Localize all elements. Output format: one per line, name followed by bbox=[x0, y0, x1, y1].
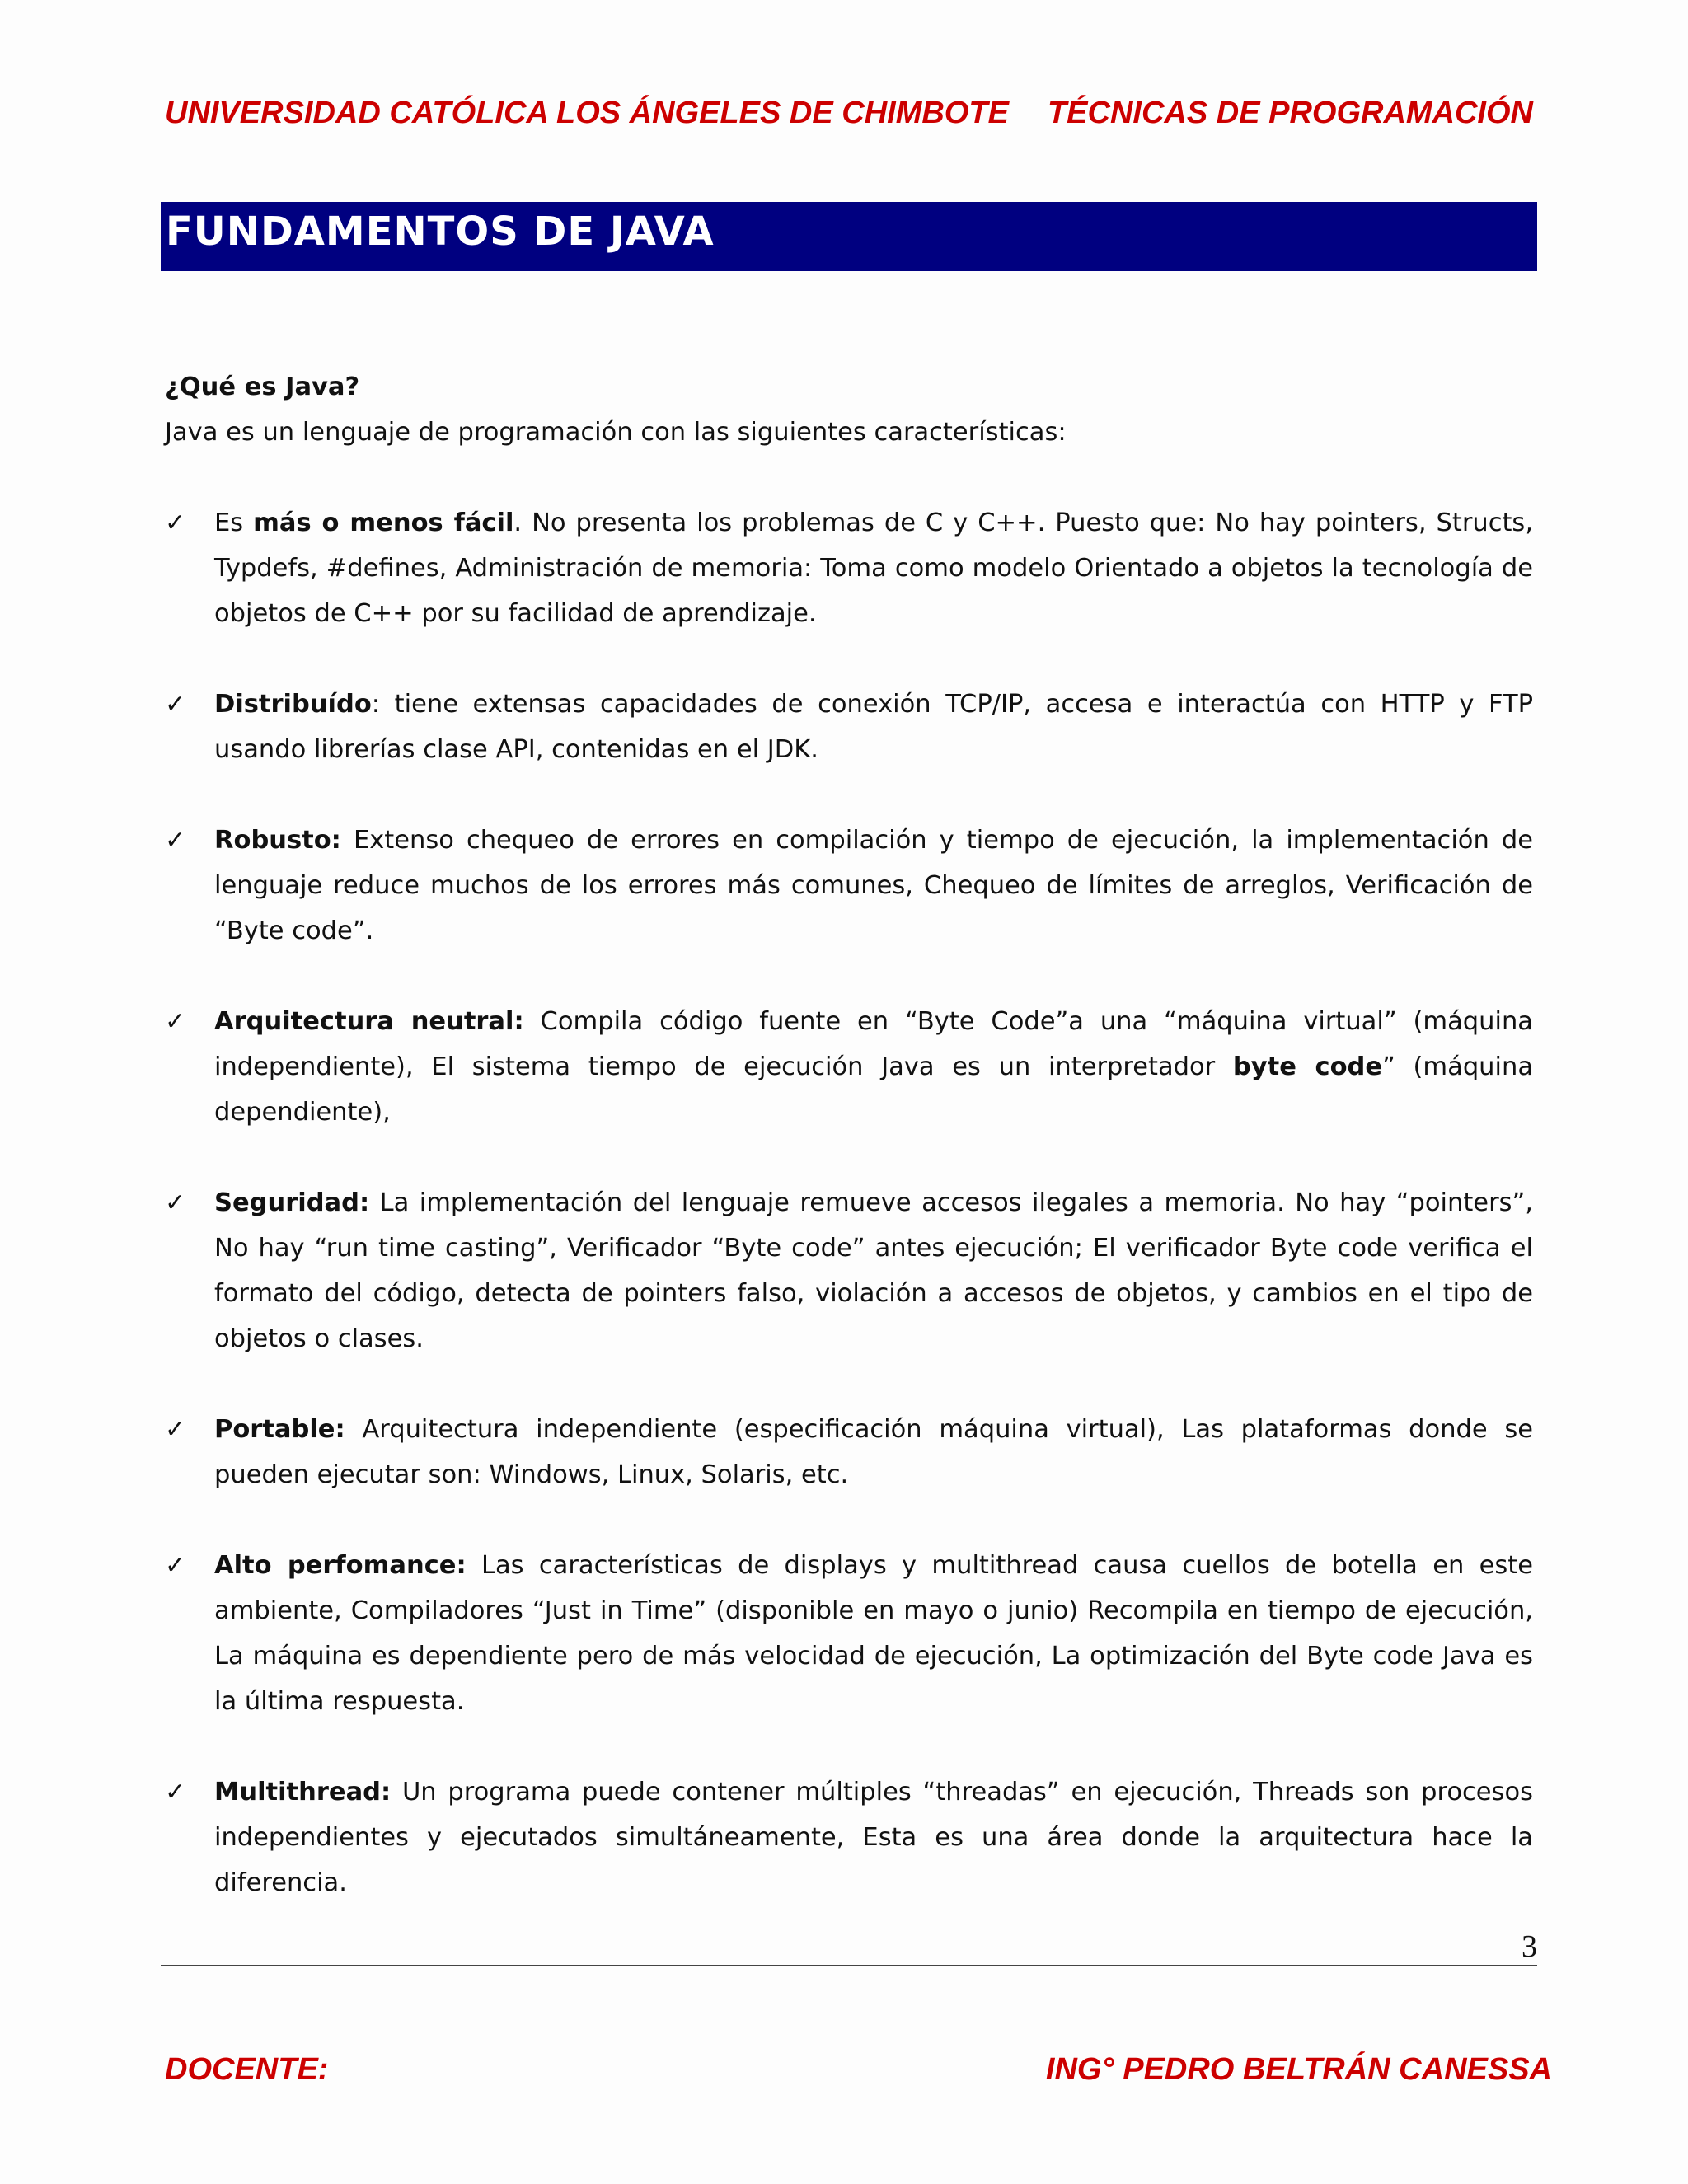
item-term: más o menos fácil bbox=[253, 509, 514, 537]
item-term: Portable: bbox=[214, 1415, 345, 1444]
item-text-end: ” (máquina dependiente), bbox=[214, 1052, 1534, 1127]
check-icon: ✓ bbox=[165, 1007, 186, 1036]
check-icon: ✓ bbox=[165, 826, 186, 855]
item-text: Compila código fuente en “Byte Code”a una “máquina virtual” (máquina independiente), El sistema tiempo de ejecución Java es un interpretador bbox=[214, 1007, 1533, 1081]
list-item bbox=[165, 1407, 1533, 1497]
page-title: FUNDAMENTOS DE JAVA bbox=[166, 209, 715, 255]
title-bar bbox=[161, 202, 1537, 271]
item-term: Seguridad: bbox=[214, 1188, 370, 1217]
list-item bbox=[165, 1769, 1533, 1905]
check-icon: ✓ bbox=[165, 1778, 186, 1807]
check-icon: ✓ bbox=[165, 1188, 186, 1217]
item-text: La implementación del lenguaje remueve accesos ilegales a memoria. No hay “pointers”, No hay “run time casting”, Verificador “Byte code” antes ejecución; El verificador Byte code verifica el formato del código, detecta de pointers falso, violación a accesos de objetos, y cambios en el tipo de objetos o clases. bbox=[214, 1188, 1533, 1353]
question-heading: ¿Qué es Java? bbox=[165, 373, 360, 401]
check-icon: ✓ bbox=[165, 1415, 186, 1444]
item-pre: Es bbox=[214, 509, 254, 537]
list-item bbox=[165, 1543, 1533, 1724]
page-number: 3 bbox=[1522, 1929, 1537, 1964]
item-term: Arquitectura neutral: bbox=[214, 1007, 524, 1036]
list-item bbox=[165, 1180, 1533, 1361]
check-icon: ✓ bbox=[165, 509, 186, 537]
item-term-inline: byte code bbox=[1232, 1052, 1383, 1081]
item-text: : tiene extensas capacidades de conexión TCP/IP, accesa e interactúa con HTTP y FTP usando librerías clase API, contenidas en el JDK. bbox=[214, 690, 1533, 764]
list-item bbox=[165, 818, 1533, 954]
item-term: Robusto: bbox=[214, 826, 341, 855]
item-text: Un programa puede contener múltiples “threadas” en ejecución, Threads son procesos independientes y ejecutados simultáneamente, Esta es una área donde la arquitectura hace la diferencia. bbox=[214, 1778, 1533, 1897]
item-term: Multithread: bbox=[214, 1778, 392, 1807]
item-text: Arquitectura independiente (especificación máquina virtual), Las plataformas donde se pueden ejecutar son: Windows, Linux, Solaris, etc. bbox=[214, 1415, 1533, 1489]
item-term: Distribuído bbox=[214, 690, 372, 719]
header-course: TÉCNICAS DE PROGRAMACIÓN bbox=[1047, 96, 1533, 130]
list-item bbox=[165, 500, 1533, 636]
check-icon: ✓ bbox=[165, 690, 186, 719]
content bbox=[165, 364, 1533, 1951]
item-text: Las características de displays y multithread causa cuellos de botella en este ambiente, Compiladores “Just in Time” (disponible en mayo o junio) Recompila en tiempo de ejecución, La máquina es dependiente pero de más velocidad de ejecución, La optimización del Byte code Java es la última respuesta. bbox=[214, 1551, 1533, 1716]
check-icon: ✓ bbox=[165, 1551, 186, 1580]
list-item bbox=[165, 999, 1533, 1135]
item-term: Alto perfomance: bbox=[214, 1551, 467, 1580]
intro-text: Java es un lenguaje de programación con las siguientes características: bbox=[165, 418, 1067, 447]
footer-label: DOCENTE: bbox=[165, 2052, 329, 2087]
list-item bbox=[165, 682, 1533, 772]
item-text: Extenso chequeo de errores en compilación y tiempo de ejecución, la implementación de lenguaje reduce muchos de los errores más comunes, Chequeo de límites de arreglos, Verificación de “Byte code”. bbox=[214, 826, 1533, 945]
footer-divider bbox=[161, 1965, 1537, 1966]
header-university: UNIVERSIDAD CATÓLICA LOS ÁNGELES DE CHIMBOTE bbox=[165, 96, 1009, 130]
item-text: . No presenta los problemas de C y C++. Puesto que: No hay pointers, Structs, Typdefs, #defines, Administración de memoria: Toma como modelo Orientado a objetos la tecnología de objetos de C++ por su facilidad de aprendizaje. bbox=[214, 509, 1534, 628]
footer-teacher: ING° PEDRO BELTRÁN CANESSA bbox=[1045, 2052, 1552, 2087]
